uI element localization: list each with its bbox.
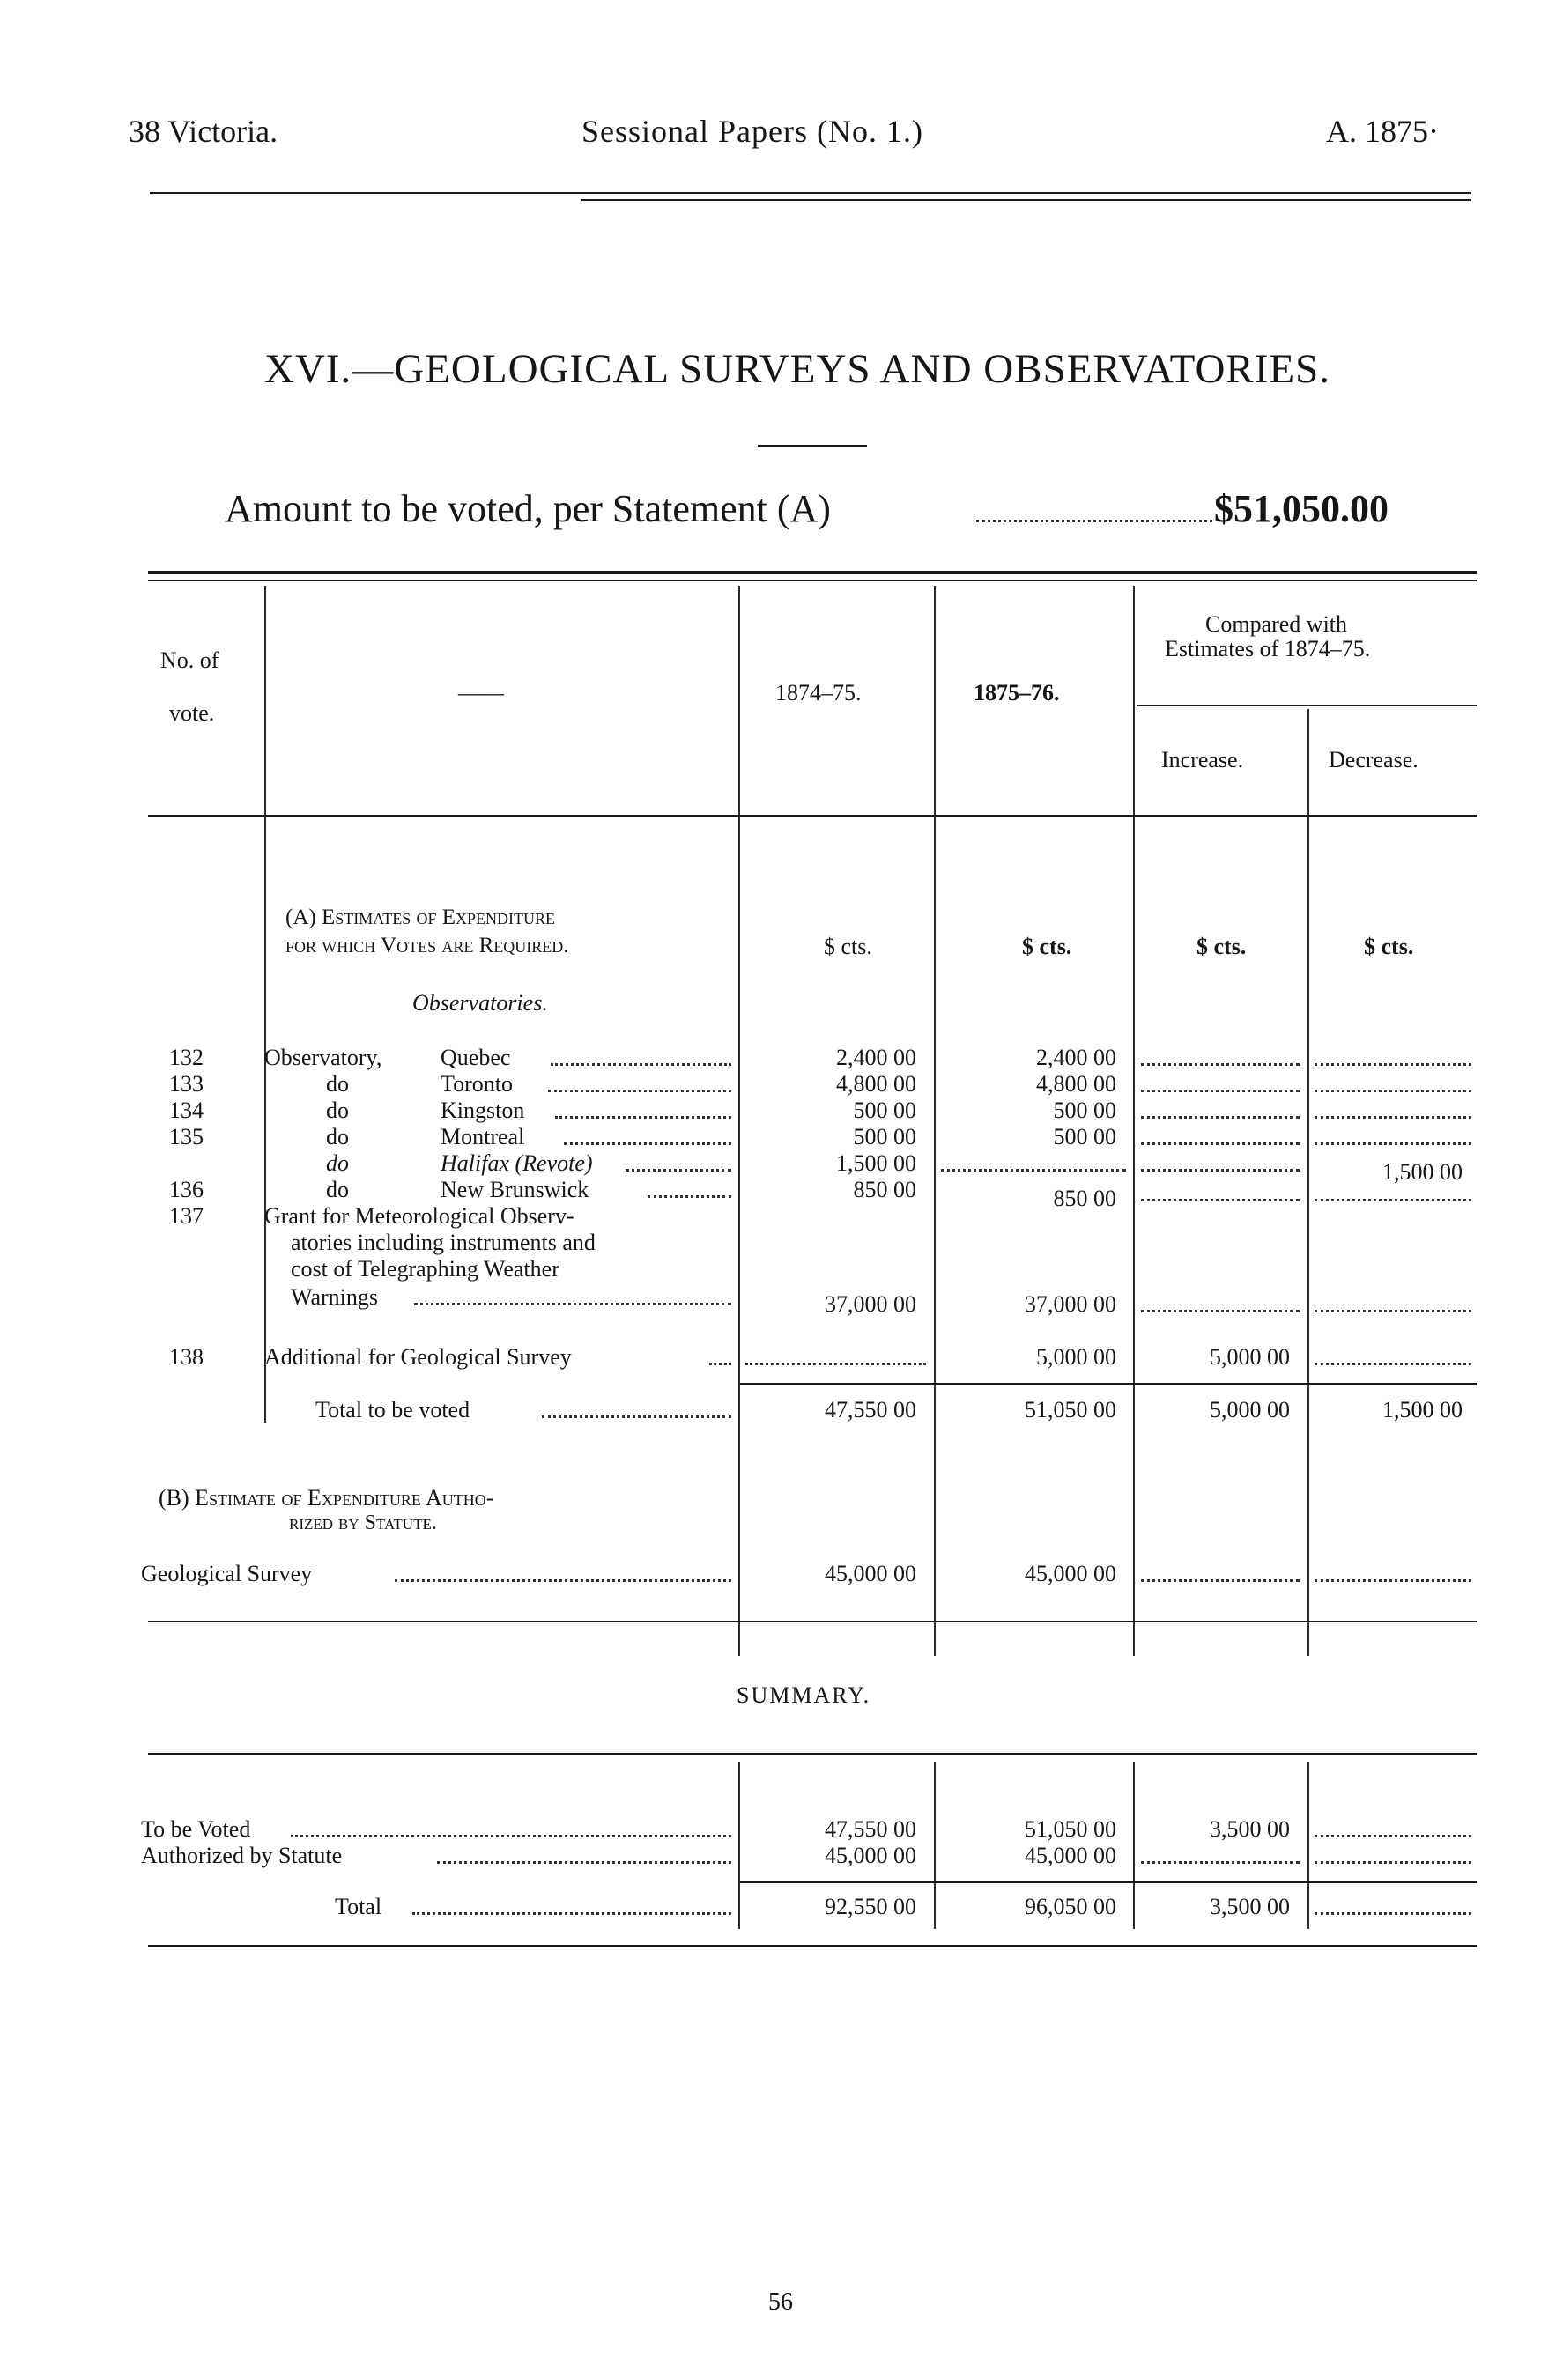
row-desc-b: Kingston	[441, 1098, 525, 1123]
value-1874: 850 00	[853, 1177, 916, 1202]
row-desc-a: do	[326, 1150, 349, 1176]
leader	[1315, 1199, 1471, 1201]
leader	[414, 1303, 731, 1305]
head-increase: Increase.	[1161, 747, 1244, 772]
vote-number: 136	[169, 1177, 204, 1202]
leader	[1315, 1090, 1471, 1092]
row-desc-a: Observatory,	[264, 1045, 382, 1070]
leader	[548, 1090, 731, 1092]
col-divider-4	[1133, 586, 1135, 1656]
unit-1875: $ cts.	[1022, 934, 1072, 959]
value-1874: 47,550 00	[825, 1816, 916, 1842]
section-a-heading-1: (A) Estimates of Expenditure	[285, 905, 556, 929]
section-b-heading-1: (B) Estimate of Expenditure Autho-	[159, 1485, 494, 1511]
value-1874: 45,000 00	[825, 1843, 916, 1868]
leader	[1141, 1090, 1300, 1092]
table-bottom-rule	[148, 1621, 1477, 1622]
value-1874: 47,550 00	[825, 1397, 916, 1423]
value-1875: 4,800 00	[1036, 1071, 1116, 1097]
section-b-heading-2: rized by Statute.	[289, 1512, 437, 1534]
leader	[1141, 1063, 1300, 1066]
summary-total-label: Total	[335, 1894, 382, 1919]
unit-1874: $ cts.	[824, 934, 872, 959]
summary-bottom-rule	[148, 1945, 1477, 1947]
unit-increase: $ cts.	[1196, 934, 1247, 959]
value-1875: 51,050 00	[1025, 1816, 1116, 1842]
col-divider-1	[264, 586, 266, 1423]
vote-number: 133	[169, 1071, 204, 1097]
summary-divider-1	[738, 1762, 740, 1929]
leader	[1315, 1310, 1471, 1312]
leader	[1141, 1169, 1300, 1172]
value-1874: 500 00	[853, 1098, 916, 1123]
leader	[1141, 1116, 1300, 1119]
leader	[1141, 1310, 1300, 1312]
value-decrease: 1,500 00	[1382, 1159, 1463, 1185]
value-1874: 500 00	[853, 1124, 916, 1149]
value-1875: 500 00	[1053, 1124, 1116, 1149]
leader	[1315, 1116, 1471, 1119]
row-desc-line-4: Warnings	[291, 1284, 378, 1310]
value-increase: 3,500 00	[1210, 1816, 1290, 1842]
head-compared-2: Estimates of 1874–75.	[1165, 636, 1371, 662]
value-1874: 4,800 00	[836, 1071, 916, 1097]
table-top-rule-2	[148, 580, 1477, 581]
row-desc-line-2: atories including instruments and	[291, 1230, 596, 1255]
value-1874: 1,500 00	[836, 1150, 916, 1176]
head-desc: ——	[458, 680, 504, 706]
head-1875: 1875–76.	[974, 680, 1060, 706]
head-decrease: Decrease.	[1329, 747, 1419, 772]
header-center: Sessional Papers (No. 1.)	[581, 114, 923, 149]
row-desc-b: Toronto	[441, 1071, 513, 1097]
header-right: A. 1875·	[1326, 114, 1439, 149]
header-left: 38 Victoria.	[129, 114, 278, 149]
leader	[564, 1142, 731, 1145]
leader	[1315, 1142, 1471, 1145]
col-divider-3	[934, 586, 936, 1656]
value-increase: 5,000 00	[1210, 1344, 1290, 1370]
summary-top-rule	[148, 1753, 1477, 1755]
value-1875: 37,000 00	[1025, 1291, 1116, 1317]
leader	[1315, 1363, 1471, 1365]
row-desc: Geological Survey	[141, 1561, 313, 1586]
row-desc-b: Quebec	[441, 1045, 511, 1070]
page-number: 56	[768, 2288, 793, 2316]
leader	[555, 1116, 731, 1119]
header-rule-top	[150, 192, 1471, 194]
head-compared-1: Compared with	[1205, 611, 1348, 637]
unit-decrease: $ cts.	[1364, 934, 1414, 959]
total-label: Total to be voted	[315, 1397, 470, 1423]
summary-label: Authorized by Statute	[141, 1843, 343, 1868]
section-title: XVI.—GEOLOGICAL SURVEYS AND OBSERVATORIES.	[264, 346, 1331, 392]
leader	[1141, 1861, 1300, 1864]
row-desc-line-3: cost of Telegraphing Weather	[291, 1256, 559, 1282]
col-divider-2	[738, 586, 740, 1656]
row-desc-a: do	[326, 1071, 349, 1097]
summary-divider-4	[1307, 1762, 1309, 1929]
head-vote: vote.	[169, 700, 215, 726]
summary-divider-2	[934, 1762, 936, 1929]
value-1874: 92,550 00	[825, 1894, 916, 1919]
leader	[437, 1861, 731, 1864]
value-1875: 500 00	[1053, 1098, 1116, 1123]
title-short-rule	[758, 445, 867, 447]
table-top-rule	[148, 571, 1477, 574]
summary-total-rule	[740, 1881, 1477, 1883]
value-1875: 45,000 00	[1025, 1843, 1116, 1868]
leader	[745, 1363, 926, 1365]
leader	[1315, 1579, 1471, 1582]
value-1875: 51,050 00	[1025, 1397, 1116, 1423]
total-rule-top	[740, 1383, 1477, 1385]
leader	[395, 1579, 731, 1582]
leader	[1141, 1199, 1300, 1201]
leader	[1315, 1912, 1471, 1915]
head-1874: 1874–75.	[775, 680, 862, 706]
value-1874: 45,000 00	[825, 1561, 916, 1586]
value-1874: 37,000 00	[825, 1291, 916, 1317]
vote-number: 137	[169, 1203, 204, 1229]
value-1875: 96,050 00	[1025, 1894, 1116, 1919]
row-desc-a: do	[326, 1177, 349, 1202]
value-1875: 2,400 00	[1036, 1045, 1116, 1070]
leader	[412, 1912, 731, 1915]
amount-value: $51,050.00	[1214, 487, 1389, 530]
amount-leader	[976, 520, 1212, 522]
vote-number: 135	[169, 1124, 204, 1149]
vote-number: 134	[169, 1098, 204, 1123]
head-bottom-rule	[148, 815, 1477, 817]
leader	[709, 1363, 731, 1365]
header-rule-bottom	[581, 199, 1471, 201]
leader	[291, 1835, 731, 1837]
value-1875: 850 00	[1053, 1186, 1116, 1211]
vote-number: 132	[169, 1045, 204, 1070]
leader	[1141, 1142, 1300, 1145]
col-divider-5	[1307, 709, 1309, 1656]
value-increase: 3,500 00	[1210, 1894, 1290, 1919]
value-increase: 5,000 00	[1210, 1397, 1290, 1423]
leader	[648, 1195, 731, 1198]
row-desc-a: do	[326, 1124, 349, 1149]
row-desc: Additional for Geological Survey	[264, 1344, 572, 1370]
summary-divider-3	[1133, 1762, 1135, 1929]
row-desc-line-1: Grant for Meteorological Observ-	[264, 1203, 574, 1229]
value-1875: 5,000 00	[1036, 1344, 1116, 1370]
leader	[542, 1415, 731, 1418]
row-desc-b: Halifax (Revote)	[441, 1150, 593, 1176]
value-decrease: 1,500 00	[1382, 1397, 1463, 1423]
leader	[941, 1169, 1126, 1172]
row-desc-a: do	[326, 1098, 349, 1123]
section-a-heading-2: for which Votes are Required.	[285, 934, 569, 957]
head-no-of: No. of	[160, 647, 219, 673]
amount-label: Amount to be voted, per Statement (A)	[225, 487, 831, 530]
head-compared-rule	[1137, 705, 1477, 706]
value-1874: 2,400 00	[836, 1045, 916, 1070]
row-desc-b: Montreal	[441, 1124, 525, 1149]
leader	[551, 1063, 731, 1066]
leader	[1141, 1579, 1300, 1582]
summary-label: To be Voted	[141, 1816, 251, 1842]
subheading-observatories: Observatories.	[412, 990, 548, 1016]
leader	[1315, 1835, 1471, 1837]
leader	[1315, 1063, 1471, 1066]
row-desc-b: New Brunswick	[441, 1177, 589, 1202]
value-1875: 45,000 00	[1025, 1561, 1116, 1586]
leader	[626, 1169, 731, 1172]
leader	[1315, 1861, 1471, 1864]
summary-title: SUMMARY.	[737, 1682, 871, 1708]
vote-number: 138	[169, 1344, 204, 1370]
